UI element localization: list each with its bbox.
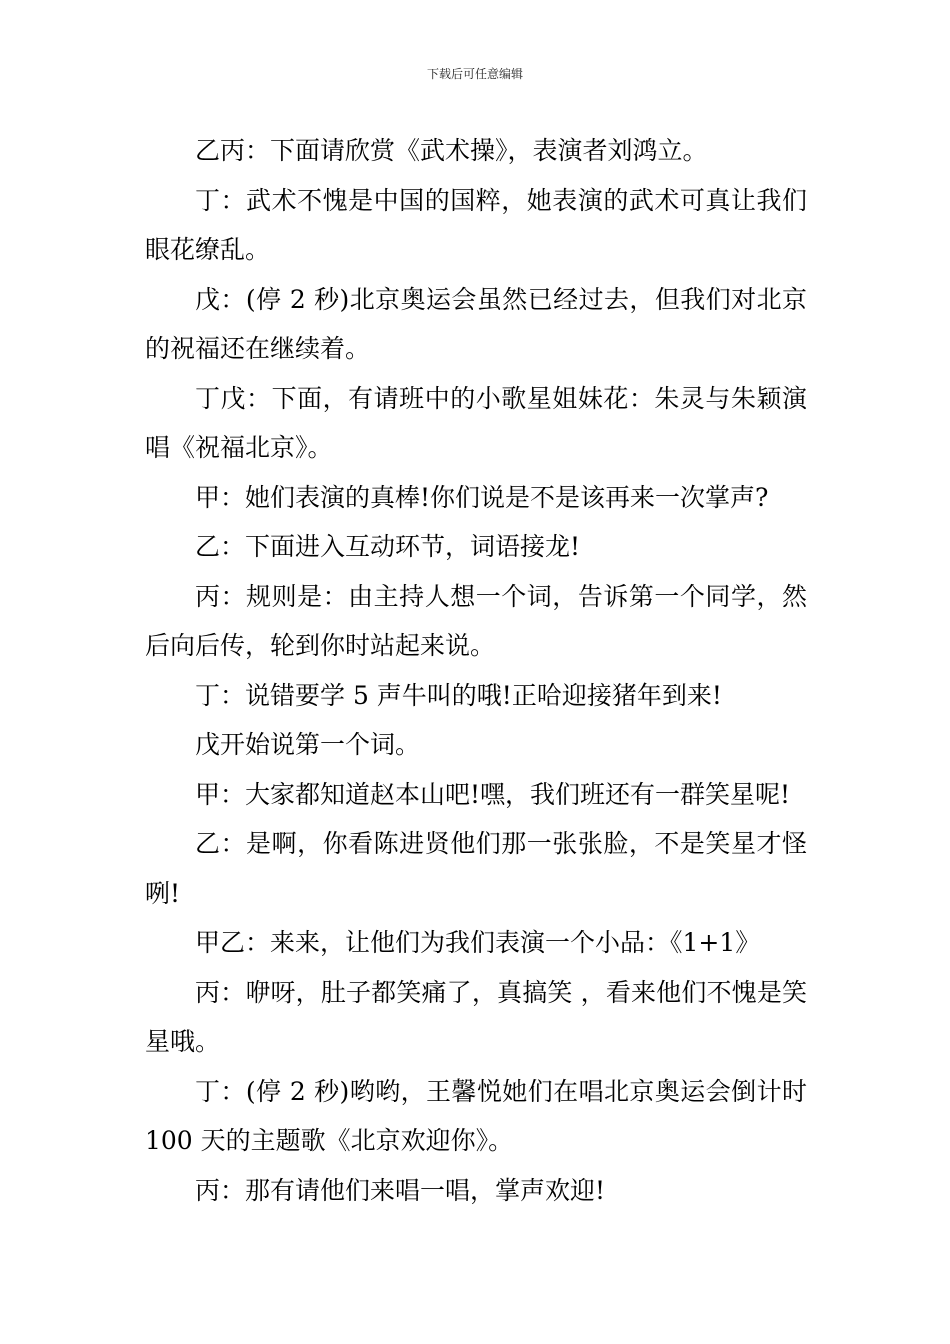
paragraph: 丁戊：下面，有请班中的小歌星姐妹花：朱灵与朱颖演唱《祝福北京》。 — [145, 383, 807, 462]
paragraph: 甲：大家都知道赵本山吧!嘿，我们班还有一群笑星呢! — [195, 779, 791, 809]
paragraph: 戊开始说第一个词。 — [195, 730, 421, 759]
paragraph: 乙丙：下面请欣赏《武术操》，表演者刘鸿立。 — [195, 136, 708, 165]
paragraph: 丁：武术不愧是中国的国粹，她表演的武术可真让我们眼花缭乱。 — [145, 185, 807, 264]
paragraph: 丙：那有请他们来唱一唱，掌声欢迎! — [195, 1175, 606, 1205]
paragraph: 甲乙：来来，让他们为我们表演一个小品：《1+1》 — [195, 928, 761, 957]
paragraph: 乙：是啊，你看陈进贤他们那一张张脸，不是笑星才怪咧! — [145, 829, 807, 908]
paragraph: 丙：咿呀，肚子都笑痛了，真搞笑 ，看来他们不愧是笑星哦。 — [145, 977, 807, 1056]
page-header: 下载后可任意编辑 — [426, 67, 523, 81]
paragraph: 丁：说错要学 5 声牛叫的哦!正哈迎接猪年到来! — [195, 680, 722, 710]
paragraph: 丁：(停 2 秒)哟哟，王馨悦她们在唱北京奥运会倒计时 100 天的主题歌《北京欢迎你》。 — [145, 1076, 807, 1155]
paragraph: 乙：下面进入互动环节，词语接龙! — [195, 532, 581, 561]
document-body — [145, 126, 807, 1215]
paragraph: 戊：(停 2 秒)北京奥运会虽然已经过去，但我们对北京的祝福还在继续着。 — [145, 284, 807, 363]
paragraph: 丙：规则是：由主持人想一个词，告诉第一个同学，然后向后传，轮到你时站起来说。 — [145, 581, 807, 660]
paragraph: 甲：她们表演的真棒!你们说是不是该再来一次掌声? — [195, 482, 769, 512]
